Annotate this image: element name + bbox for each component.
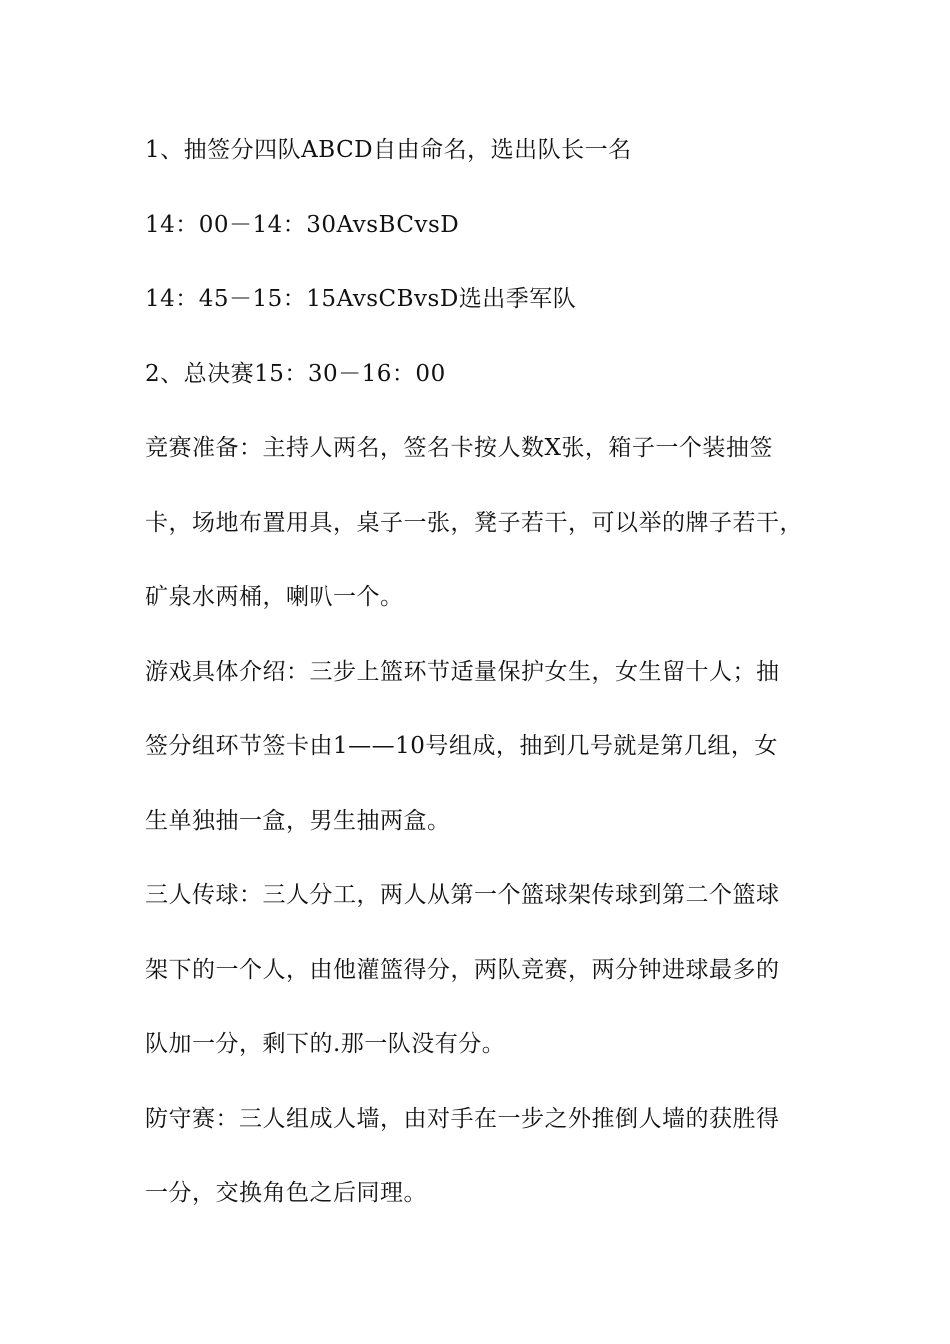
text-line: 队加一分，剩下的.那一队没有分。	[145, 1031, 506, 1057]
text-line: 矿泉水两桶，喇叭一个。	[145, 584, 404, 610]
text-line: 架下的一个人，由他灌篮得分，两队竞赛，两分钟进球最多的	[145, 956, 780, 983]
text-line: 三人传球：三人分工，两人从第一个篮球架传球到第二个篮球	[145, 882, 780, 908]
text-line: 游戏具体介绍：三步上篮环节适量保护女生，女生留十人；抽	[145, 658, 780, 685]
text-line: 2、总决赛15：30－16：00	[145, 360, 446, 387]
text-line: 签分组环节签卡由1——10号组成，抽到几号就是第几组，女	[145, 733, 778, 759]
text-line: 生单独抽一盒，男生抽两盒。	[145, 807, 451, 834]
text-line: 防守赛：三人组成人墙，由对手在一步之外推倒人墙的获胜得	[145, 1105, 780, 1132]
text-line: 1、抽签分四队ABCD自由命名，选出队长一名	[145, 137, 632, 163]
text-line: 竞赛准备：主持人两名，签名卡按人数X张，箱子一个装抽签	[145, 435, 773, 461]
document-body	[145, 128, 825, 1246]
text-line: 14：45－15：15AvsCBvsD选出季军队	[145, 286, 577, 312]
text-line: 卡，场地布置用具，桌子一张，凳子若干，可以举的牌子若干，	[145, 509, 803, 536]
text-line: 一分，交换角色之后同理。	[145, 1180, 427, 1206]
text-line: 14：00－14：30AvsBCvsD	[145, 211, 460, 238]
